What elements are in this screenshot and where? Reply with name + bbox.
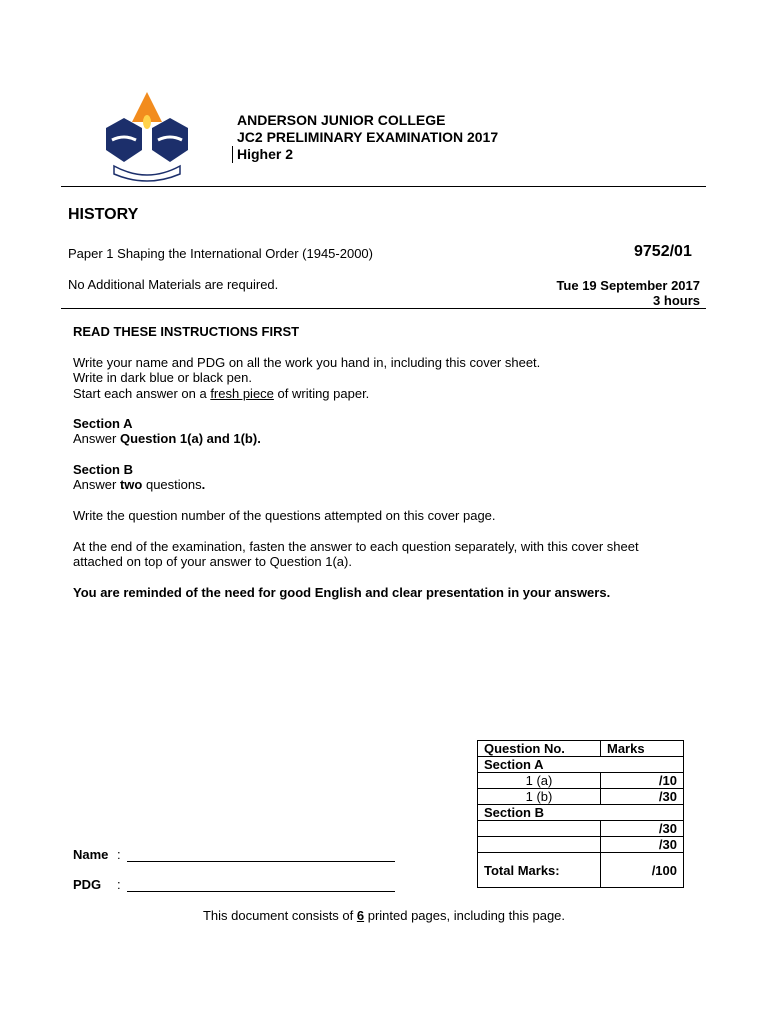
section-a-row-label: Section A — [478, 757, 684, 773]
page-count: 6 — [356, 908, 365, 923]
materials-note: No Additional Materials are required. — [68, 277, 279, 292]
marks-table — [477, 740, 684, 888]
pdg-colon: : — [117, 877, 121, 892]
table-header-row — [478, 741, 684, 757]
college-logo — [104, 92, 190, 184]
total-marks-label: Total Marks: — [478, 853, 601, 888]
instruction-text: Answer — [73, 431, 120, 446]
instruction-text: Start each answer on a — [73, 386, 211, 401]
name-label: Name — [73, 847, 109, 862]
column-header: Marks — [601, 741, 684, 757]
name-colon: : — [117, 847, 121, 862]
instruction-text: of writing paper. — [273, 386, 370, 401]
instruction-bold-text: Question 1(a) and 1(b). — [119, 431, 261, 446]
question-cell: 1 (a) — [478, 773, 601, 789]
column-header: Question No. — [478, 741, 601, 757]
exam-date: Tue 19 September 2017 — [556, 278, 700, 293]
question-cell: 1 (b) — [478, 789, 601, 805]
header-divider — [61, 186, 706, 187]
logo-right-hexagon — [152, 118, 188, 162]
marks-cell: /30 — [601, 837, 684, 853]
logo-candle — [142, 126, 152, 162]
pdg-label: PDG — [73, 877, 102, 892]
name-field[interactable] — [127, 847, 395, 867]
instruction-text: questions — [142, 477, 202, 492]
section-b-row-label: Section B — [478, 805, 684, 821]
logo-left-hexagon — [106, 118, 142, 162]
subject-title: HISTORY — [68, 206, 139, 223]
paper-code: 9752/01 — [634, 243, 692, 260]
paper-title: Paper 1 Shaping the International Order (1945-2000) — [68, 246, 373, 261]
table-row — [478, 773, 684, 789]
instruction-line: Write your name and PDG on all the work you hand in, including this cover sheet. — [73, 355, 541, 370]
marks-cell: /30 — [601, 821, 684, 837]
instruction-line: Write in dark blue or black pen. — [73, 370, 252, 385]
section-b-instruction — [73, 477, 205, 492]
instruction-underlined-text: fresh piece — [210, 386, 274, 401]
question-cell[interactable] — [478, 837, 601, 853]
table-row — [478, 789, 684, 805]
logo-candle-flame — [143, 115, 151, 129]
reminder-note: You are reminded of the need for good English and clear presentation in your answers. — [73, 585, 611, 600]
question-cell[interactable] — [478, 821, 601, 837]
marks-cell: /10 — [601, 773, 684, 789]
section-a-title: Section A — [73, 416, 133, 431]
instruction-bold-text: . — [201, 477, 206, 492]
table-row — [478, 757, 684, 773]
footer-text: This document consists of — [202, 908, 357, 923]
total-marks-cell: /100 — [601, 853, 684, 888]
instruction-line — [73, 386, 369, 401]
question-number-note: Write the question number of the questions attempted on this cover page. — [73, 508, 496, 523]
exam-title: JC2 PRELIMINARY EXAMINATION 2017 — [237, 129, 499, 145]
table-row — [478, 837, 684, 853]
table-row — [478, 853, 684, 888]
subject-divider — [61, 308, 706, 309]
exam-duration: 3 hours — [653, 293, 700, 308]
instructions-heading: READ THESE INSTRUCTIONS FIRST — [73, 324, 300, 339]
footer-text: printed pages, including this page. — [364, 908, 566, 923]
table-row — [478, 821, 684, 837]
instruction-text: Answer — [73, 477, 120, 492]
pdg-field[interactable] — [127, 877, 395, 897]
footer-note — [0, 908, 768, 923]
exam-level: Higher 2 — [232, 146, 293, 163]
marks-cell: /30 — [601, 789, 684, 805]
fasten-note-line: attached on top of your answer to Question 1(a). — [73, 554, 352, 569]
section-b-title: Section B — [73, 462, 133, 477]
section-a-instruction — [73, 431, 261, 446]
logo-motto-ribbon — [114, 166, 180, 181]
instruction-bold-text: two — [119, 477, 143, 492]
fasten-note-line: At the end of the examination, fasten the answer to each question separately, with this cover sheet — [73, 539, 639, 554]
table-row — [478, 805, 684, 821]
college-name: ANDERSON JUNIOR COLLEGE — [237, 112, 446, 128]
